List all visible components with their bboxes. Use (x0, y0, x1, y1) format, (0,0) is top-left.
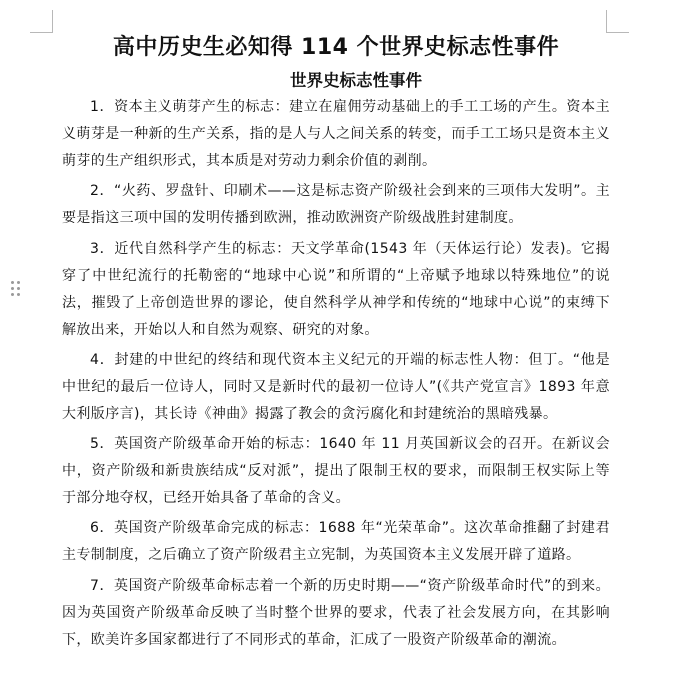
section-heading: 世界史标志性事件 (290, 71, 422, 90)
paragraph-2: 2．“火药、罗盘针、印刷术——这是标志资产阶级社会到来的三项伟大发明”。主要是指这三项中国的发明传播到欧洲，推动欧洲资产阶级战胜封建制度。 (62, 183, 610, 227)
paragraph-5: 5．英国资产阶级革命开始的标志：1640 年 11 月英国新议会的召开。在新议会中，资产阶级和新贵族结成“反对派”，提出了限制王权的要求，而限制王权实际上等于部分地夺权，已经开始具备了革命的含义。 (62, 436, 610, 507)
paragraph-7: 7．英国资产阶级革命标志着一个新的历史时期——“资产阶级革命时代”的到来。因为英国资产阶级革命反映了当时整个世界的要求，代表了社会发展方向，在其影响下，欧美许多国家都进行了不同形式的革命，汇成了一股资产阶级革命的潮流。 (62, 577, 610, 648)
paragraph-4: 4．封建的中世纪的终结和现代资本主义纪元的开端的标志性人物：但丁。“他是中世纪的最后一位诗人，同时又是新时代的最初一位诗人”(《共产党宣言》1893 年意大利版序言)，其长诗《神曲》揭露了教会的贪污腐化和封建统治的黑暗残暴。 (62, 351, 610, 422)
drag-handle-icon[interactable] (11, 281, 21, 297)
document-body (62, 28, 610, 657)
page-corner-mark-top-left (30, 10, 53, 33)
paragraph-6: 6．英国资产阶级革命完成的标志：1688 年“光荣革命”。这次革命推翻了封建君主专制制度，之后确立了资产阶级君主立宪制，为英国资本主义发展开辟了道路。 (62, 520, 610, 564)
document-title: 高中历史生必知得 114 个世界史标志性事件 (112, 35, 560, 60)
paragraph-3: 3．近代自然科学产生的标志：天文学革命(1543 年（天体运行论）发表)。它揭穿了中世纪流行的托勒密的“地球中心说”和所谓的“上帝赋予地球以特殊地位”的说法，摧毁了上帝创造世界的谬论，使自然科学从神学和传统的“地球中心说”的束缚下解放出来，开始以人和自然为观察、研究的对象。 (62, 240, 610, 338)
paragraph-1: 1．资本主义萌芽产生的标志：建立在雇佣劳动基础上的手工工场的产生。资本主义萌芽是一种新的生产关系，指的是人与人之间关系的转变，而手工工场只是资本主义萌芽的生产组织形式，其本质是对劳动力剩余价值的剥削。 (62, 99, 610, 169)
